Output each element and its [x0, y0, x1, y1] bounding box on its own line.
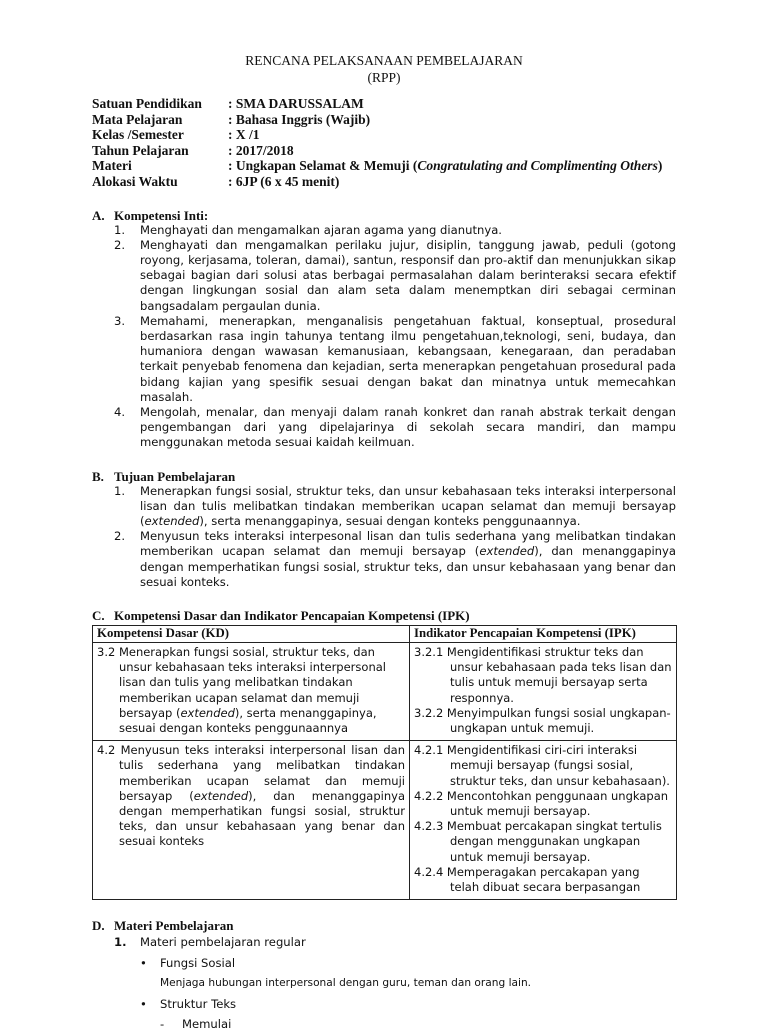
- meta-row: [92, 143, 676, 159]
- kd-cell: [93, 741, 410, 900]
- meta-value-materi: [228, 158, 662, 174]
- meta-label: Satuan Pendidikan: [92, 96, 202, 111]
- table-row: [93, 643, 677, 741]
- bullet-icon: •: [140, 997, 147, 1012]
- dash-text: Memulai: [182, 1017, 232, 1032]
- text-italic: extended: [144, 514, 200, 529]
- section-letter: D.: [92, 918, 105, 934]
- section-b: [92, 469, 676, 590]
- document-title: RENCANA PELAKSANAAN PEMBELAJARAN: [245, 53, 523, 68]
- section-title: Kompetensi Inti:: [114, 207, 209, 223]
- text-part: 4.2 Menyusun teks interaksi interpersonal lisan dan tulis sederhana yang melibatkan tindakan memberikan ucapan selamat dan memuji bersayap (: [97, 743, 405, 803]
- kd-cell: [93, 643, 410, 741]
- kd-text: [97, 743, 405, 849]
- list-item: [114, 933, 676, 951]
- list-text: Materi pembelajaran regular: [140, 935, 306, 950]
- kompetensi-inti-list: [92, 223, 676, 451]
- list-item: [114, 238, 676, 314]
- meta-row: [92, 127, 676, 143]
- list-number: 1.: [114, 483, 126, 498]
- ipk-item: 4.2.2 Mencontohkan penggunaan ungkapan untuk memuji bersayap.: [414, 788, 669, 819]
- meta-label: Kelas /Semester: [92, 127, 184, 143]
- text-italic: extended: [193, 788, 249, 803]
- kd-ipk-table: [92, 625, 677, 900]
- list-item: [114, 529, 676, 590]
- section-title: Kompetensi Dasar dan Indikator Pencapaian Kompetensi (IPK): [114, 608, 470, 624]
- list-number: 3.: [114, 313, 126, 328]
- text-part: Menyusun teks interaksi interpesonal lisan dan tulis sederhana yang melibatkan tindakan memberikan ucapan selamat dan memuji bersayap (: [140, 529, 676, 559]
- list-number: 2.: [114, 529, 126, 544]
- ipk-item: 3.2.1 Mengidentifikasi struktur teks dan unsur kebahasaan pada teks lisan dan tulis untuk memuji bersayap serta responnya.: [414, 645, 672, 705]
- section-c: [92, 608, 676, 900]
- list-item: [114, 405, 676, 451]
- text-part: ), serta menanggapinya, sesuai dengan konteks penggunaannya.: [199, 514, 581, 529]
- meta-value: : 6JP (6 x 45 menit): [228, 173, 340, 189]
- list-text: Mengolah, menalar, dan menyaji dalam ranah konkret dan ranah abstrak terkait dengan pengembangan dari yang dipelajarinya di sekolah secara mandiri, dan mampu menggunakan metoda sesuai kaidah keilmuan.: [140, 405, 676, 450]
- section-a: [92, 208, 676, 451]
- ipk-item: 4.2.3 Membuat percakapan singkat tertulis dengan menggunakan ungkapan untuk memuji bersayap.: [414, 819, 662, 864]
- meta-row: [92, 112, 676, 128]
- meta-value: : SMA DARUSSALAM: [228, 96, 364, 111]
- materi-text: : Ungkapan Selamat & Memuji (: [228, 158, 418, 174]
- ipk-item: 4.2.4 Memperagakan percakapan yang telah dibuat secara berpasangan: [414, 864, 641, 895]
- section-d-heading: [92, 918, 676, 933]
- ipk-cell: [410, 741, 677, 900]
- list-text: Memahami, menerapkan, menganalisis pengetahuan faktual, konseptual, prosedural berdasarkan rasa ingin tahunya tentang ilmu pengetahuan,teknologi, seni, budaya, dan humaniora dengan wawasan kemanusiaan, kebangsaan, kenegaraan, dan peradaban terkait penyebab fenomena dan kejadian, serta menerapkan pengetahuan prosedural pada bidang kajian yang spesifik sesuai dengan bakat dan minatnya untuk memecahkan masalah.: [140, 313, 676, 404]
- text-part: ), dan menanggapinya dengan memperhatikan fungsi sosial, struktur teks, dan unsur kebahasaan yang benar dan sesuai konteks: [119, 788, 405, 849]
- list-item: [114, 223, 676, 238]
- meta-label: Alokasi Waktu: [92, 173, 178, 189]
- bullet-icon: •: [140, 956, 147, 971]
- ipk-item: 3.2.2 Menyimpulkan fungsi sosial ungkapan-ungkapan untuk memuji.: [414, 705, 671, 736]
- section-a-heading: [92, 208, 676, 223]
- bullet-text: Struktur Teks: [160, 997, 237, 1012]
- meta-row: [92, 174, 676, 190]
- identity-block: [92, 96, 676, 190]
- section-letter: B.: [92, 468, 104, 484]
- section-d: [92, 918, 676, 1033]
- meta-value: : X /1: [228, 127, 260, 143]
- meta-value: : 2017/2018: [228, 142, 294, 158]
- materi-list: [92, 933, 676, 1033]
- column-header-ipk: Indikator Pencapaian Kompetensi (IPK): [410, 626, 677, 643]
- section-title: Materi Pembelajaran: [114, 918, 234, 934]
- section-b-heading: [92, 469, 676, 484]
- bullet-description: Menjaga hubungan interpersonal dengan guru, teman dan orang lain.: [160, 977, 532, 990]
- text-part: ), dan menanggapinya dengan memperhatikan fungsi sosial, struktur teks, dan unsur kebahasaan yang benar dan sesuai konteks.: [140, 544, 676, 589]
- bullet-item: [114, 954, 676, 972]
- section-c-heading: [92, 608, 676, 623]
- list-item: [114, 484, 676, 530]
- column-header-kd: Kompetensi Dasar (KD): [93, 626, 410, 643]
- meta-label: Materi: [92, 158, 132, 174]
- dash-icon: -: [160, 1017, 165, 1032]
- list-number: 1.: [114, 222, 126, 237]
- text-italic: extended: [180, 705, 235, 720]
- list-number: 2.: [114, 237, 126, 252]
- bullet-text: Fungsi Sosial: [160, 956, 236, 971]
- text-italic: extended: [479, 544, 535, 559]
- table-header-row: [93, 626, 677, 643]
- ipk-cell: [410, 643, 677, 741]
- list-number: 1.: [114, 935, 127, 950]
- document-subtitle: (RPP): [367, 70, 401, 85]
- list-text: [140, 484, 676, 530]
- meta-row: [92, 96, 676, 112]
- table-row: [93, 741, 677, 900]
- meta-row: [92, 158, 676, 174]
- materi-italic: Congratulating and Complimenting Others: [417, 158, 658, 174]
- meta-value: : Bahasa Inggris (Wajib): [228, 111, 371, 127]
- materi-close: ): [657, 158, 663, 174]
- kd-text: [97, 645, 405, 736]
- section-letter: A.: [92, 207, 105, 223]
- dash-item: [114, 1015, 676, 1033]
- section-title: Tujuan Pembelajaran: [114, 468, 236, 484]
- section-letter: C.: [92, 608, 105, 624]
- list-text: [140, 529, 676, 590]
- list-text: Menghayati dan mengamalkan perilaku jujur, disiplin, tanggung jawab, peduli (gotong royong, kerjasama, toleran, damai), santun, responsif dan pro-aktif dan menunjukkan sikap sebagai bagian dari solusi atas berbagai permasalahan dalam berinteraksi secara efektif dengan lingkungan sosial dan alam seta dalam menemptkan diri sebagai cerminan bangsadalam pergaulan dunia.: [140, 237, 676, 313]
- meta-label: Tahun Pelajaran: [92, 142, 189, 158]
- list-number: 4.: [114, 405, 126, 419]
- text-part: ), serta menanggapinya, sesuai dengan konteks penggunaannya: [119, 705, 377, 736]
- list-text: Menghayati dan mengamalkan ajaran agama yang dianutnya.: [140, 222, 502, 237]
- meta-label: Mata Pelajaran: [92, 111, 183, 127]
- list-item: [114, 314, 676, 405]
- bullet-item: [114, 995, 676, 1013]
- tujuan-list: [92, 484, 676, 590]
- text-part: Menerapkan fungsi sosial, struktur teks, dan unsur kebahasaan teks interaksi interpersonal lisan dan tulis melibatkan tindakan memberikan ucapan selamat dan memuji bersayap (: [140, 483, 676, 529]
- text-part: 3.2 Menerapkan fungsi sosial, struktur teks, dan unsur kebahasaan teks interaksi interpersonal lisan dan tulis yang melibatkan tindakan memberikan ucapan selamat dan memuji bersayap (: [97, 645, 386, 720]
- ipk-item: 4.2.1 Mengidentifikasi ciri-ciri interaksi memuji bersayap (fungsi sosial, struktur teks, dan unsur kebahasaan).: [414, 743, 670, 788]
